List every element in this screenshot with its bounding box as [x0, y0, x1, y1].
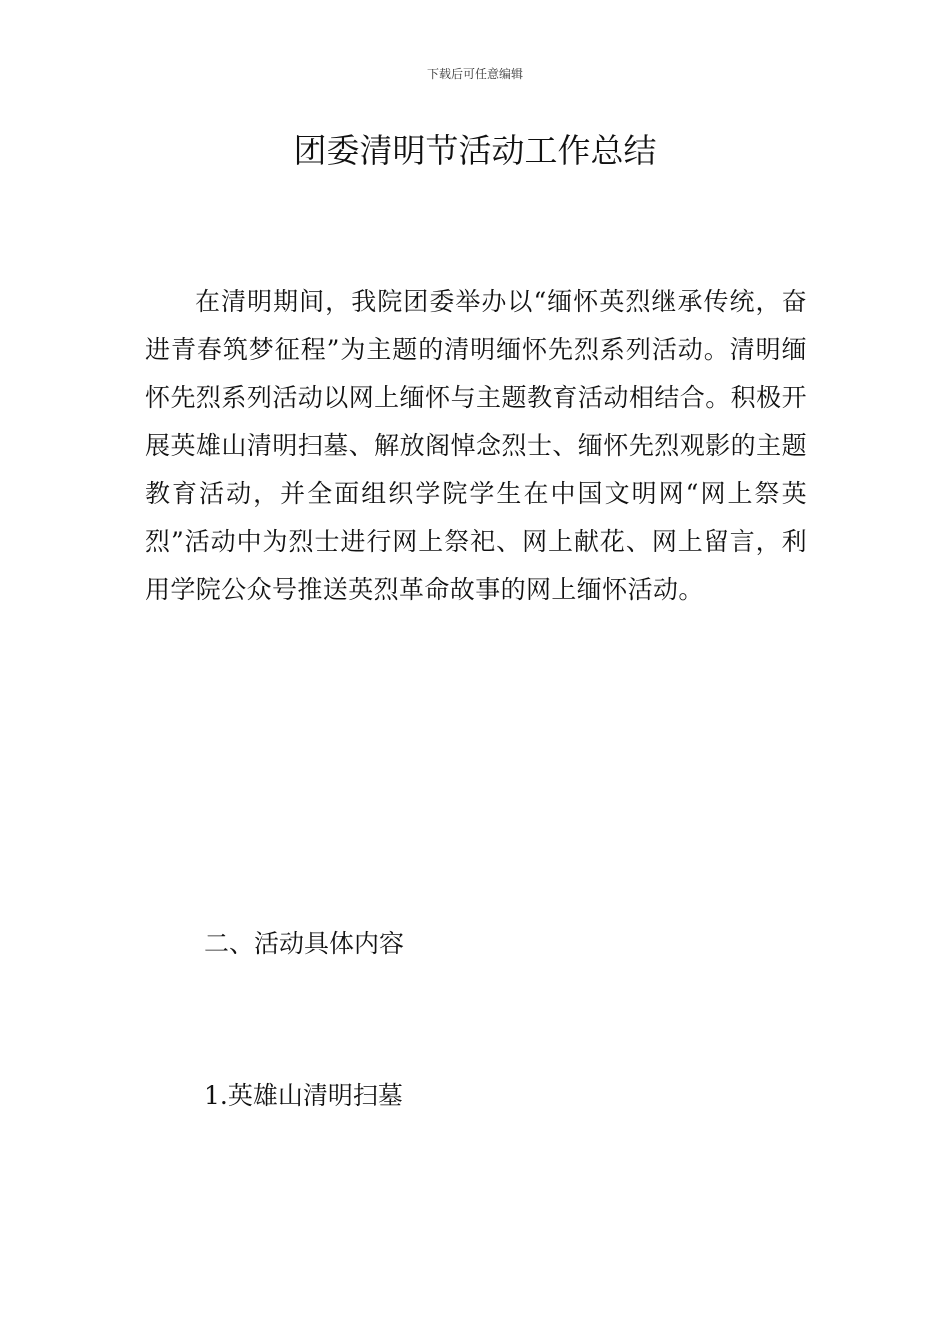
section-heading: 二、活动具体内容	[204, 929, 405, 958]
sub-heading: 1.英雄山清明扫墓	[204, 1081, 403, 1110]
header-note: 下载后可任意编辑	[426, 67, 523, 81]
document-title: 团委清明节活动工作总结	[293, 131, 657, 170]
body-paragraph: 在清明期间，我院团委举办以“缅怀英烈继承传统，奋进青春筑梦征程”为主题的清明缅怀先烈系列活动。清明缅怀先烈系列活动以网上缅怀与主题教育活动相结合。积极开展英雄山清明扫墓、解放阁悼念烈士、缅怀先烈观影的主题教育活动，并全面组织学院学生在中国文明网“网上祭英烈”活动中为烈士进行网上祭祀、网上献花、网上留言，利用学院公众号推送英烈革命故事的网上缅怀活动。	[145, 287, 807, 604]
